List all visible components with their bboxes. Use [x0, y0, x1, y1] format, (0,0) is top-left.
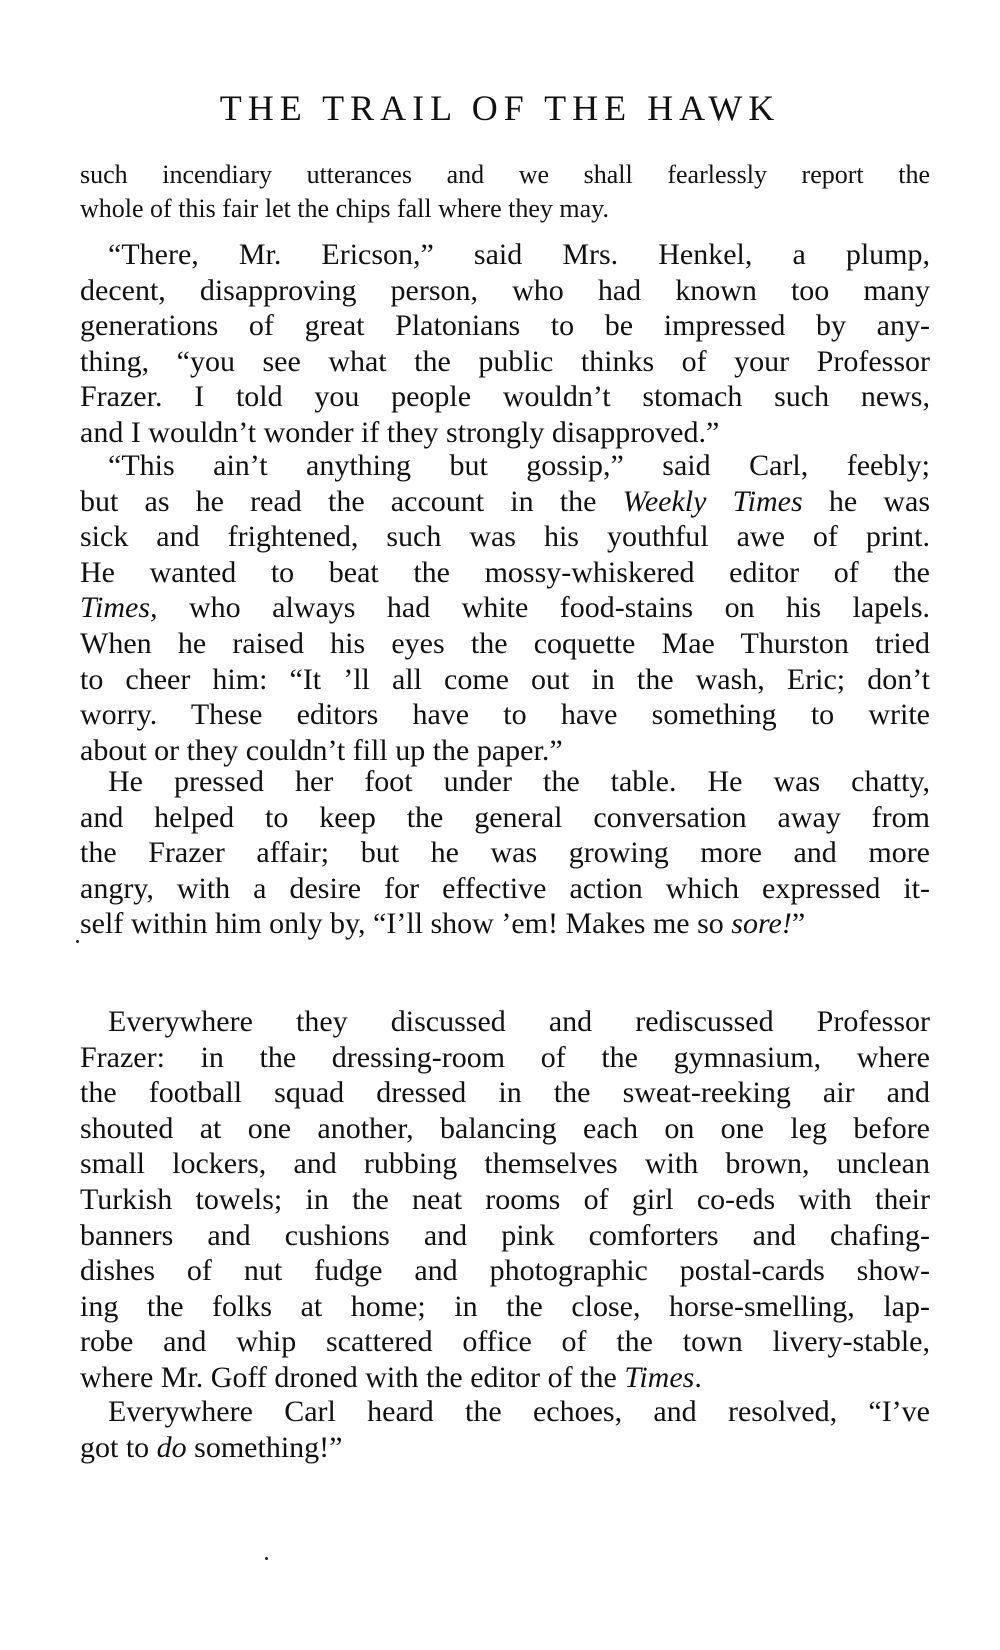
text-line: “There, Mr. Ericson,” said Mrs. Henkel, a plump,: [108, 238, 930, 271]
text-line: thing, “you see what the public thinks of your Professor: [80, 344, 930, 378]
italic-text: Times,: [80, 591, 158, 625]
text-line: [80, 484, 930, 520]
paragraph-pressed-foot: [80, 764, 930, 942]
text-segment: .: [694, 1360, 702, 1394]
text-line: ing the folks at home; in the close, horse-smelling, lap-: [80, 1289, 930, 1323]
italic-text: Times: [624, 1360, 695, 1394]
text-line: shouted at one another, balancing each on one leg before: [80, 1111, 930, 1145]
text-line: the Frazer affair; but he was growing more and more: [80, 836, 930, 870]
italic-text: do: [156, 1430, 187, 1464]
text-line: about or they couldn’t fill up the paper.”: [80, 733, 563, 767]
text-line: generations of great Platonians to be impressed by any-: [80, 309, 930, 343]
text-line: dishes of nut fudge and photographic postal-cards show-: [80, 1254, 930, 1288]
text-line: the football squad dressed in the sweat-reeking air and: [80, 1076, 930, 1110]
paragraph-mrs-henkel: [80, 237, 930, 451]
text-line: and I wouldn’t wonder if they strongly disapproved.”: [80, 415, 720, 449]
text-line: [80, 1430, 930, 1466]
print-speck: [265, 1557, 268, 1560]
text-line: “This ain’t anything but gossip,” said Carl, feebly;: [108, 449, 930, 482]
italic-text: sore!: [731, 907, 792, 941]
text-line: robe and whip scattered office of the town livery-stable,: [80, 1325, 930, 1359]
text-line: small lockers, and rubbing themselves with brown, unclean: [80, 1147, 930, 1181]
text-line: [80, 906, 930, 942]
text-line: [80, 1360, 930, 1396]
text-line: decent, disapproving person, who had known too many: [80, 273, 930, 307]
italic-text: Weekly Times: [622, 484, 803, 518]
text-line: He wanted to beat the mossy-whiskered editor of the: [80, 555, 930, 589]
text-line: angry, with a desire for effective action which expressed it-: [80, 871, 930, 905]
text-line: Turkish towels; in the neat rooms of girl co-eds with their: [80, 1182, 930, 1216]
text-line: worry. These editors have to have something to write: [80, 698, 930, 732]
text-line: [80, 590, 930, 626]
text-segment: something!”: [186, 1430, 343, 1464]
text-segment: but as he read the account in the: [80, 484, 623, 518]
quoted-newspaper-excerpt: [80, 158, 930, 226]
text-line: When he raised his eyes the coquette Mae Thurston tried: [80, 626, 930, 660]
text-line: banners and cushions and pink comforters and chafing-: [80, 1218, 930, 1252]
text-line: Everywhere Carl heard the echoes, and resolved, “I’ve: [108, 1395, 930, 1428]
text-line: whole of this fair let the chips fall where they may.: [80, 194, 609, 223]
text-segment: self within him only by, “I’ll show ’em! Makes me so: [80, 907, 732, 941]
text-segment: who always had white food-stains on his lapels.: [157, 591, 930, 625]
text-line: and helped to keep the general conversation away from: [80, 800, 930, 834]
text-line: Everywhere they discussed and rediscussed Professor: [108, 1005, 930, 1038]
paragraph-carl-gossip: [80, 448, 930, 768]
text-segment: where Mr. Goff droned with the editor of the: [80, 1360, 625, 1394]
text-line: He pressed her foot under the table. He was chatty,: [108, 765, 930, 798]
text-segment: he was: [802, 484, 931, 518]
print-speck: [76, 940, 79, 943]
text-line: Frazer: in the dressing-room of the gymnasium, where: [80, 1040, 930, 1074]
text-segment: ”: [791, 907, 806, 941]
paragraph-carl-resolved: [80, 1394, 930, 1465]
text-segment: got to: [80, 1430, 157, 1464]
paragraph-everywhere-discussed: [80, 1004, 930, 1396]
running-head: THE TRAIL OF THE HAWK: [219, 88, 781, 128]
text-line: Frazer. I told you people wouldn’t stomach such news,: [80, 380, 930, 414]
text-line: sick and frightened, such was his youthful awe of print.: [80, 520, 930, 554]
text-line: such incendiary utterances and we shall fearlessly report the: [80, 160, 930, 189]
text-line: to cheer him: “It ’ll all come out in the wash, Eric; don’t: [80, 662, 930, 696]
